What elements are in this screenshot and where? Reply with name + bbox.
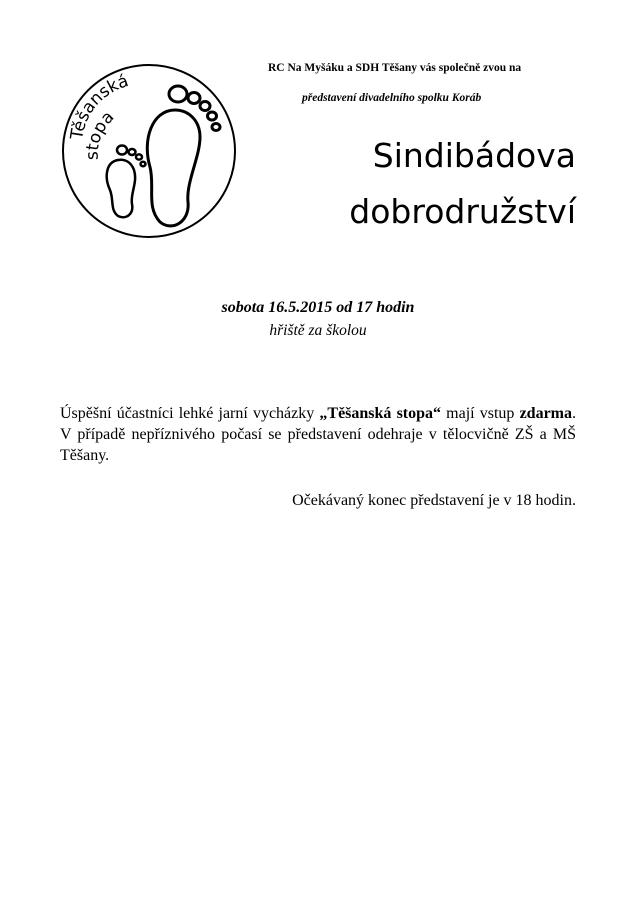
- logo-text-line2: stopa: [82, 107, 119, 161]
- page-title: [256, 128, 576, 240]
- title-line-1: Sindibádova: [372, 136, 576, 175]
- invitation-line-2: představení divadelního spolku Koráb: [302, 92, 482, 104]
- event-name-emphasis: „Těšanská stopa“: [319, 405, 442, 422]
- event-date: sobota 16.5.2015 od 17 hodin: [221, 299, 415, 316]
- closing-note: Očekávaný konec představení je v 18 hodin.: [292, 492, 576, 509]
- small-footprint-icon: [107, 146, 146, 218]
- paragraph-text-a: Úspěšní účastníci lehké jarní vycházky: [60, 405, 320, 422]
- free-entry-emphasis: zdarma: [519, 405, 572, 422]
- body-paragraph: [60, 403, 576, 466]
- title-line-2: dobrodružství: [349, 192, 576, 231]
- event-place: hřiště za školou: [269, 322, 367, 339]
- paragraph-text-c: mají vstup: [441, 405, 520, 422]
- paragraph-text-e: . V případě nepříznivého počasí se představení odehraje v tělocvičně ZŠ a MŠ Těšany.: [60, 405, 576, 464]
- big-footprint-icon: [147, 86, 220, 226]
- invitation-line-1: RC Na Myšáku a SDH Těšany vás společně zvou na: [268, 62, 522, 74]
- logo-text-line1: Těšanská: [67, 71, 131, 141]
- tesanska-stopa-logo: [60, 62, 238, 240]
